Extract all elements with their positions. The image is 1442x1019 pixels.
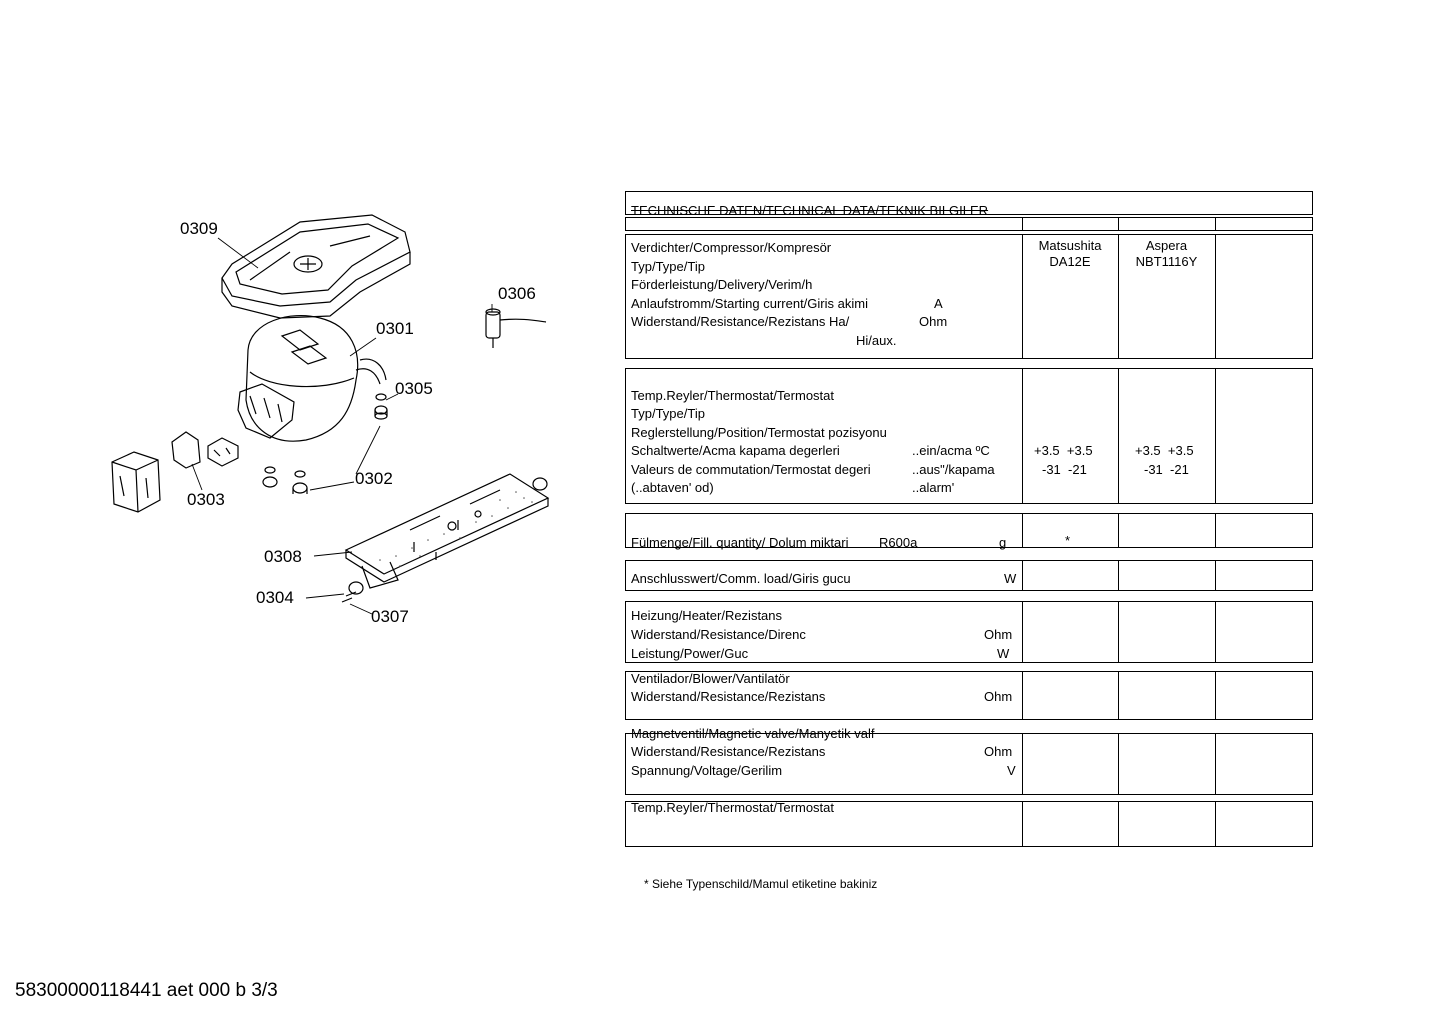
hiaux-label: Hi/aux. [856, 333, 897, 348]
leader-lines [192, 238, 492, 614]
capacitor-part [486, 309, 546, 348]
part-label-0304: 0304 [256, 588, 294, 607]
drip-tray-part [222, 215, 410, 318]
valve-voltage-label: Spannung/Voltage/Gerilim [631, 763, 783, 778]
refrigerant-label: R600a [879, 535, 918, 550]
part-label-0301: 0301 [376, 319, 414, 338]
load-label: Anschlusswert/Comm. load/Giris gucu [631, 571, 851, 586]
footnote: * Siehe Typenschild/Mamul etiketine bakiniz [644, 877, 878, 891]
column-header-strip [625, 217, 1313, 231]
bolt-part [342, 582, 363, 602]
part-label-0308: 0308 [264, 547, 302, 566]
document-code: 58300000118441 aet 000 b 3/3 [15, 980, 278, 1001]
unit-ampere: A [934, 296, 943, 311]
heater-unit-w: W [997, 646, 1010, 661]
commutation-values-label: Valeurs de commutation/Termostat degeri [631, 462, 871, 477]
delivery-row-label: Förderleistung/Delivery/Verim/h [631, 277, 813, 292]
switch-values-label: Schaltwerte/Acma kapama degerleri [631, 443, 840, 458]
part-label-0307: 0307 [371, 607, 409, 626]
heater-resistance-label: Widerstand/Resistance/Direnc [631, 627, 806, 642]
valve-unit-v: V [1007, 763, 1016, 778]
alarm-sub-label: ..alarm' [912, 480, 955, 495]
thermostat-type-label: Typ/Type/Tip [631, 406, 705, 421]
table-title: TECHNISCHE DATEN/TECHNICAL DATA/TEKNIK BILGILER [631, 203, 989, 218]
load-unit: W [1004, 571, 1017, 586]
compressor-part [238, 316, 386, 442]
fill-unit: g [999, 535, 1007, 550]
heater-unit-ohm: Ohm [984, 627, 1013, 642]
valve-label: Magnetventil/Magnetic valve/Manyetik valf [631, 726, 875, 741]
heater-power-label: Leistung/Power/Guc [631, 646, 749, 661]
fill-quantity-label: Fülmenge/Fill. quantity/ Dolum miktari [631, 535, 849, 550]
ein-sub-label: ..ein/acma ºC [912, 443, 990, 458]
thermostat2-label: Temp.Reyler/Thermostat/Termostat [631, 800, 835, 815]
col2-model: NBT1116Y [1135, 254, 1198, 269]
compressor-row-label: Verdichter/Compressor/Kompresör [631, 240, 832, 255]
col2-ein-values: +3.5 +3.5 [1135, 443, 1194, 458]
aus-sub-label: ..aus"/kapama [912, 462, 995, 477]
unit-ohm: Ohm [919, 314, 948, 329]
resistance-row-label: Widerstand/Resistance/Rezistans Ha/ [631, 314, 850, 329]
blower-label: Ventilador/Blower/Vantilatör [631, 671, 790, 686]
type-row-label: Typ/Type/Tip [631, 259, 705, 274]
defrost-label: (..abtaven' od) [631, 480, 714, 495]
valve-resistance-label: Widerstand/Resistance/Rezistans [631, 744, 826, 759]
plate-texture [379, 491, 533, 567]
heater-label: Heizung/Heater/Rezistans [631, 608, 783, 623]
col1-model: DA12E [1049, 254, 1091, 269]
mounting-plate-part [346, 474, 548, 588]
part-label-0306: 0306 [498, 284, 536, 303]
valve-unit-ohm: Ohm [984, 744, 1013, 759]
thermostat-row-label: Temp.Reyler/Thermostat/Termostat [631, 388, 835, 403]
starting-current-row-label: Anlaufstromm/Starting current/Giris akimi [631, 296, 868, 311]
col1-manufacturer: Matsushita [1038, 238, 1102, 253]
grommet-part [375, 394, 387, 419]
part-label-0305: 0305 [395, 379, 433, 398]
blower-resistance-label: Widerstand/Resistance/Rezistans [631, 689, 826, 704]
blower-unit-ohm: Ohm [984, 689, 1013, 704]
col2-manufacturer: Aspera [1145, 238, 1188, 253]
part-label-0302: 0302 [355, 469, 393, 488]
thermostat-position-label: Reglerstellung/Position/Termostat pozisyonu [631, 425, 887, 440]
part-label-0303: 0303 [187, 490, 225, 509]
col2-aus-values: -31 -21 [1144, 462, 1189, 477]
part-label-0309: 0309 [180, 219, 218, 238]
col1-aus-values: -31 -21 [1042, 462, 1087, 477]
rubber-feet-part [263, 467, 307, 494]
col1-ein-values: +3.5 +3.5 [1034, 443, 1093, 458]
exploded-parts-diagram [0, 0, 620, 700]
fill-col1-value: * [1065, 533, 1071, 548]
